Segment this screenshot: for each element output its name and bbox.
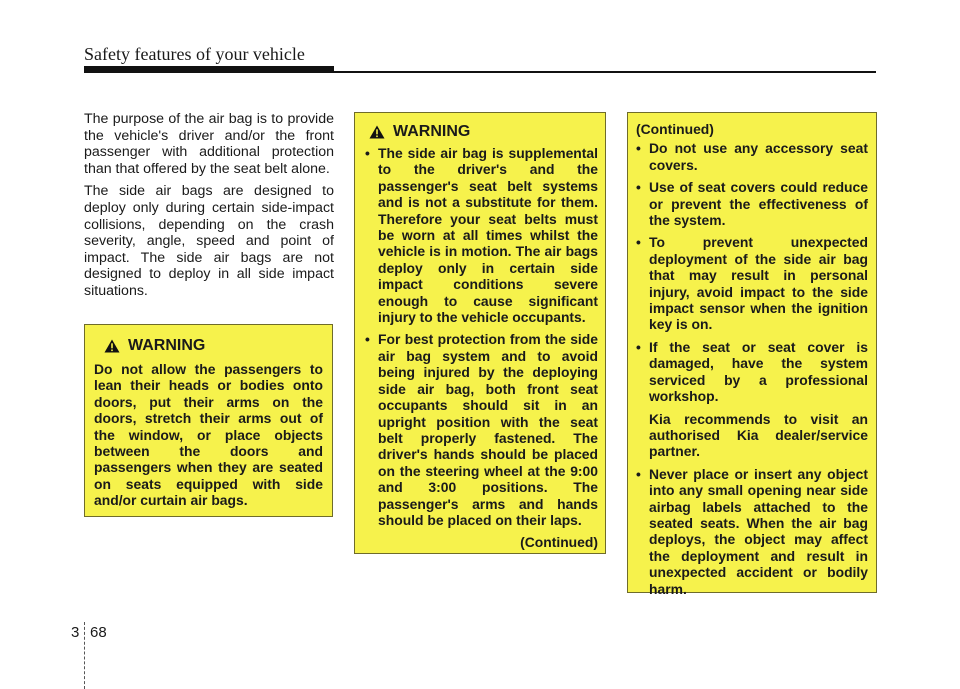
warning-list [365, 145, 598, 528]
list-item [365, 145, 598, 325]
warning-heading [94, 337, 323, 355]
chapter-number: 3 [71, 624, 80, 641]
list-item-text: The side air bag is supplemental to the driver's and the passenger's seat belt systems and is not a substitute for them. Therefore your seat belts must be worn at all times whilst the vehicle is in motion. The air bags deploy only in certain side impact conditions severe enough to cause significant injury to the vehicle occupants. [378, 145, 598, 326]
page-number: 68 [90, 624, 107, 641]
warning-heading-label: WARNING [393, 123, 471, 140]
bullet: • [365, 145, 370, 161]
list-item-text: Never place or insert any object into any small opening near side airbag labels attached to the seated seats. When the air bag deploys, the object may affect the deployment and result in unexpected accident or bodily harm. [649, 465, 868, 597]
continued-label: (Continued) [636, 121, 714, 137]
footer-divider [84, 622, 85, 689]
list-item [636, 339, 868, 460]
warning-triangle-icon [369, 125, 385, 139]
body-paragraph-1: The purpose of the air bag is to provide the vehicle's driver and/or the front passenger with additional protection than that offered by the seat belt alone. [84, 111, 334, 177]
bullet: • [636, 234, 641, 251]
warning-heading [365, 123, 598, 141]
bullet: • [365, 331, 370, 348]
list-item [636, 234, 868, 332]
warning-heading-label: WARNING [128, 337, 206, 354]
list-item-text: Use of seat covers could reduce or prevent the effectiveness of the system. [649, 179, 868, 229]
list-item [636, 140, 868, 173]
bullet: • [636, 465, 641, 482]
bullet: • [636, 179, 641, 196]
body-paragraph-2: The side air bags are designed to deploy only during certain side-impact collisions, depending on the crash severity, angle, speed and point of impact. The side air bags are not designed to deploy in all side impact situations. [84, 183, 334, 299]
warning-triangle-icon [104, 339, 120, 353]
warning-box-left [84, 324, 333, 517]
list-item [636, 466, 868, 597]
list-item-text: Do not use any accessory seat covers. [649, 140, 868, 173]
list-item-subtext: Kia recommends to visit an authorised Kia dealer/service partner. [649, 410, 868, 460]
continued-label: (Continued) [520, 534, 598, 551]
section-title: Safety features of your vehicle [84, 44, 305, 64]
bullet: • [636, 140, 641, 157]
warning-box-right [627, 112, 877, 597]
header-rule-thin [334, 71, 876, 73]
list-item-text: To prevent unexpected deployment of the side air bag that may result in personal injury, avoid impact to the side impact sensor when the ignition key is on. [649, 234, 868, 333]
warning-box-middle [354, 112, 606, 554]
body-text [84, 111, 334, 306]
bullet: • [636, 338, 641, 355]
warning-list [636, 140, 868, 597]
header-rule-thick [84, 66, 334, 73]
warning-text: Do not allow the passengers to lean their heads or bodies onto doors, put their arms on the doors, stretch their arms out of the window, or place objects between the doors and passengers when they are seated on seats equipped with side and/or curtain air bags. [94, 361, 323, 509]
list-item [365, 331, 598, 528]
list-item-text: For best protection from the side air bag system and to avoid being injured by the deploying side air bag, both front seat occupants should sit in an upright position with the seat belt properly fastened. The driver's hands should be placed on the steering wheel at the 9:00 and 3:00 positions. The passenger's arms and hands should be placed on their laps. [378, 331, 598, 528]
list-item [636, 179, 868, 228]
list-item-text: If the seat or seat cover is damaged, have the system serviced by a professional workshop. [649, 338, 868, 405]
